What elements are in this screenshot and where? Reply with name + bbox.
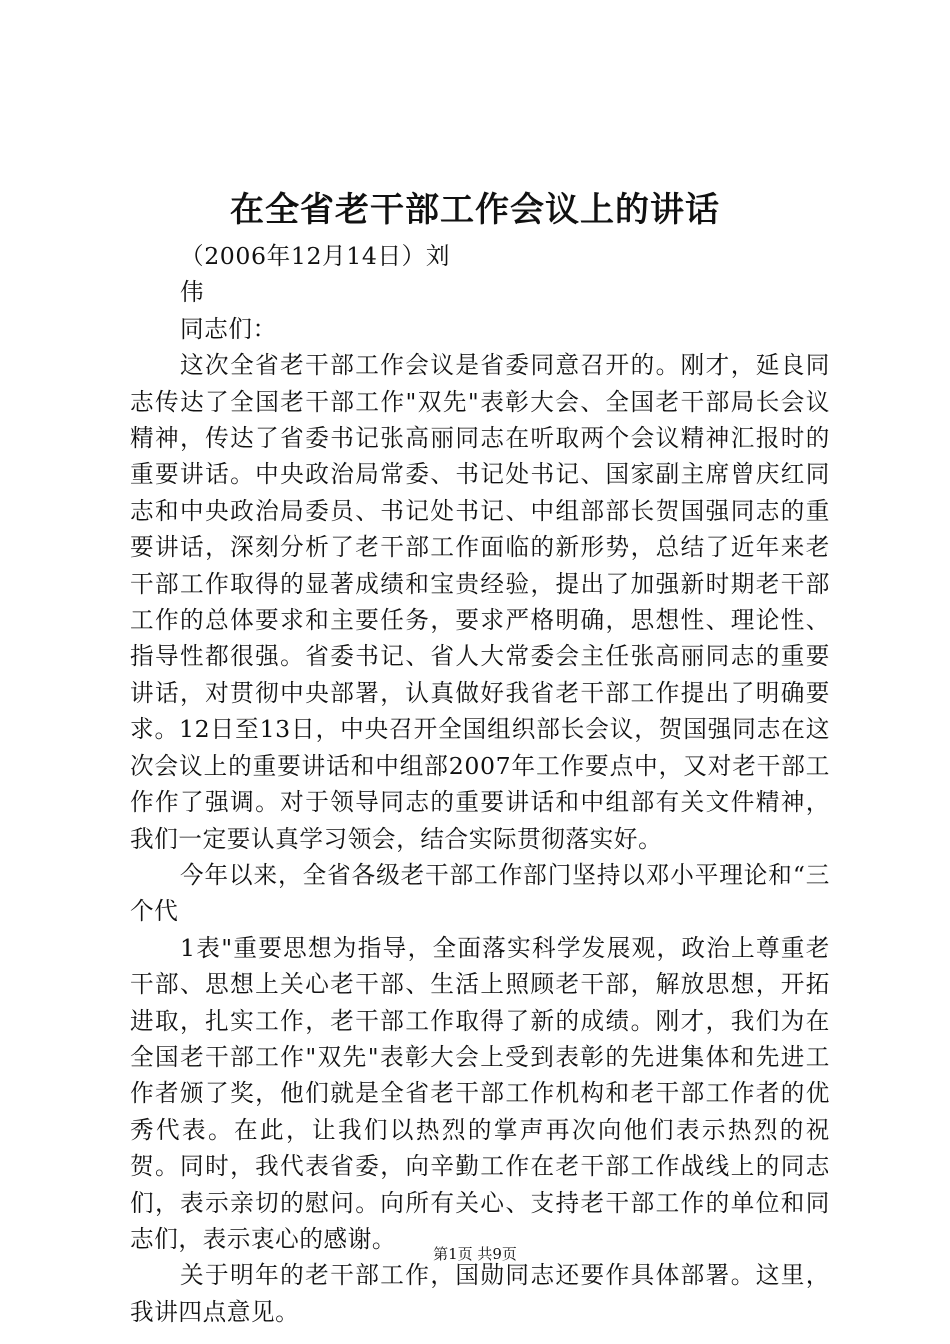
salutation: 同志们： xyxy=(180,314,277,343)
paragraph: 今年以来，全省各级老干部工作部门坚持以邓小平理论和“三个代 xyxy=(130,860,830,926)
paragraph: 1表"重要思想为指导，全面落实科学发展观，政治上尊重老干部、思想上关心老干部、生活上照顾老干部，解放思想，开拓进取，扎实工作，老干部工作取得了新的成绩。刚才，我们为在全国老干部工作"双先"表彰大会上受到表彰的先进集体和先进工作者颁了奖，他们就是全省老干部工作机构和老干部工作者的优秀代表。在此，让我们以热烈的掌声再次向他们表示热烈的祝贺。同时，我代表省委，向辛勤工作在老干部工作战线上的同志们，表示亲切的慰问。向所有关心、支持老干部工作的单位和同志们，表示衷心的感谢。 xyxy=(130,933,830,1253)
page-footer: 第1页 共9页 xyxy=(433,1245,517,1263)
author-line: 伟 xyxy=(180,278,205,307)
paragraph: 关于明年的老干部工作，国勋同志还要作具体部署。这里，我讲四点意见。 xyxy=(130,1261,830,1326)
document-title: 在全省老干部工作会议上的讲话 xyxy=(230,190,720,230)
document-body xyxy=(130,238,830,1330)
date-line: （2006年12月14日）刘 xyxy=(180,242,451,270)
paragraph: 这次全省老干部工作会议是省委同意召开的。刚才，延良同志传达了全国老干部工作"双先"表彰大会、全国老干部局长会议精神，传达了省委书记张高丽同志在听取两个会议精神汇报时的重要讲话。中央政治局常委、书记处书记、国家副主席曾庆红同志和中央政治局委员、书记处书记、中组部部长贺国强同志的重要讲话，深刻分析了老干部工作面临的新形势，总结了近年来老干部工作取得的显著成绩和宝贵经验，提出了加强新时期老干部工作的总体要求和主要任务，要求严格明确，思想性、理论性、指导性都很强。省委书记、省人大常委会主任张高丽同志的重要讲话，对贯彻中央部署，认真做好我省老干部工作提出了明确要求。12日至13日，中央召开全国组织部长会议，贺国强同志在这次会议上的重要讲话和中组部2007年工作要点中，又对老干部工作作了强调。对于领导同志的重要讲话和中组部有关文件精神，我们一定要认真学习领会，结合实际贯彻落实好。 xyxy=(130,351,830,853)
